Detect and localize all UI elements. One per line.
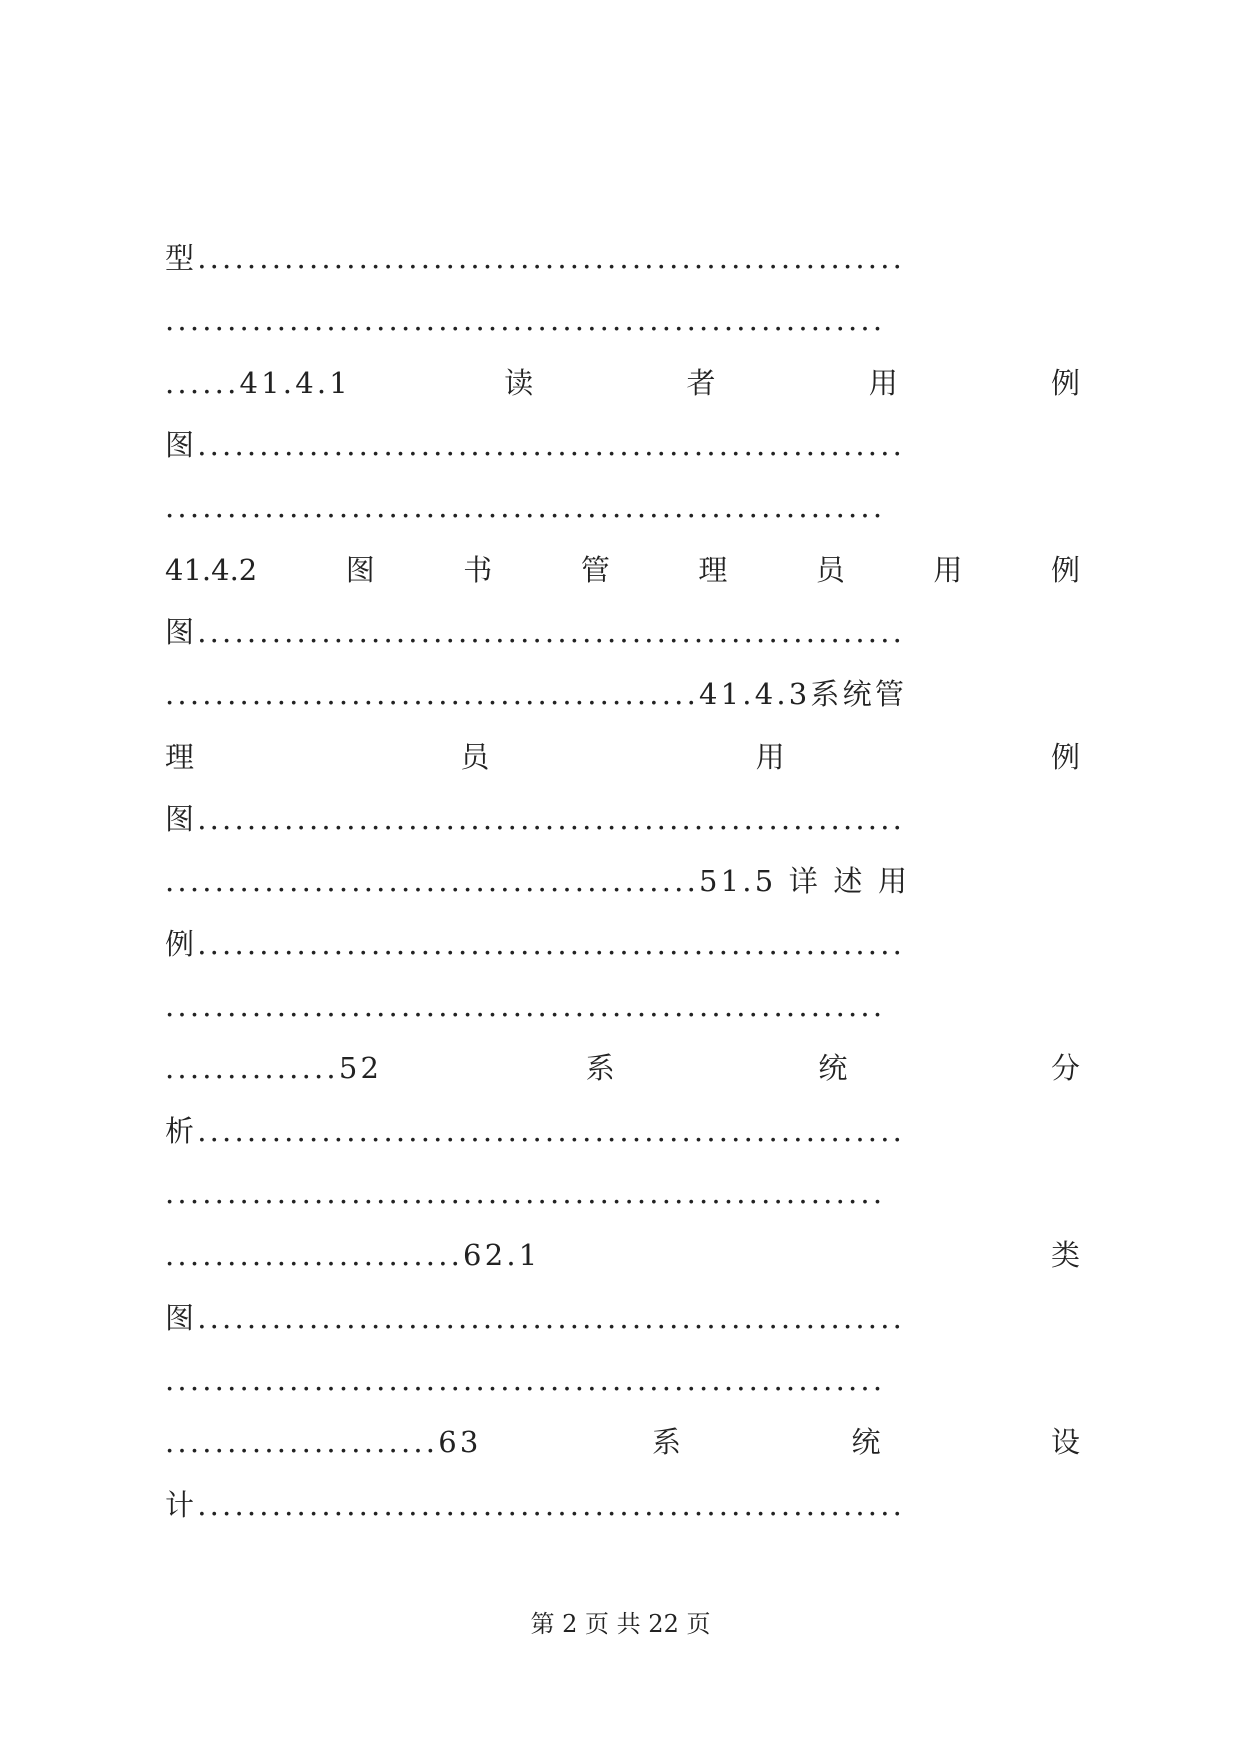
toc-line: ...........................................51.5 详 述 用: [165, 864, 911, 898]
toc-entry-char: 员: [460, 740, 490, 774]
toc-entry-char: 用: [868, 366, 898, 400]
toc-line: ..........................................................: [165, 989, 886, 1023]
toc-entry-number: ......41.4.1: [165, 366, 351, 400]
toc-entry-char: 例: [1050, 740, 1080, 774]
toc-line: 图.........................................................: [165, 428, 906, 462]
toc-entry-class-diagram: [165, 1233, 1080, 1277]
toc-line: 型.........................................................: [165, 241, 906, 275]
toc-entry-char: 类: [1050, 1238, 1080, 1272]
toc-entry-char: 图: [345, 553, 375, 587]
toc-entry-char: 书: [463, 553, 493, 587]
page-footer: 第 2 页 共 22 页: [530, 1610, 711, 1638]
toc-entry-char: 分: [1050, 1051, 1080, 1085]
toc-line: 析.........................................................: [165, 1114, 906, 1148]
toc-line: 计.........................................................: [165, 1488, 906, 1522]
toc-line: ..........................................................: [165, 490, 886, 524]
toc-line: 图.........................................................: [165, 1301, 906, 1335]
toc-entry-char: 读: [504, 366, 534, 400]
toc-entry-char: 用: [755, 740, 785, 774]
toc-entry-char: 例: [1050, 366, 1080, 400]
toc-entry-number: ......................63: [165, 1425, 482, 1459]
toc-entry-4-1-4-1: [165, 361, 1080, 405]
toc-entry-char: 设: [1050, 1425, 1080, 1459]
toc-entry-char: 者: [686, 366, 716, 400]
toc-line: ..........................................................: [165, 303, 886, 337]
toc-entry-number: ..............52: [165, 1051, 383, 1085]
toc-entry-char: 系: [585, 1051, 615, 1085]
toc-line: ...........................................41.4.3系统管: [165, 677, 908, 711]
toc-line: 例.........................................................: [165, 927, 906, 961]
toc-entry-char: 统: [818, 1051, 848, 1085]
toc-entry-manager-usecase: [165, 735, 1080, 779]
toc-entry-char: 管: [580, 553, 610, 587]
toc-line: 图.........................................................: [165, 615, 906, 649]
toc-entry-char: 理: [165, 740, 195, 774]
toc-entry-number: 41.4.2: [165, 553, 258, 587]
toc-entry-number: ........................62.1: [165, 1238, 541, 1272]
toc-entry-char: 理: [698, 553, 728, 587]
toc-line: 图.........................................................: [165, 802, 906, 836]
toc-entry-char: 统: [851, 1425, 881, 1459]
toc-entry-system-design: [165, 1420, 1080, 1464]
toc-entry-char: 用: [933, 553, 963, 587]
toc-entry-4-1-4-2: [165, 548, 1080, 592]
toc-entry-char: 系: [651, 1425, 681, 1459]
toc-entry-char: 例: [1050, 553, 1080, 587]
toc-line: ..........................................................: [165, 1176, 886, 1210]
toc-entry-system-analysis: [165, 1046, 1080, 1090]
toc-line: ..........................................................: [165, 1363, 886, 1397]
toc-entry-char: 员: [815, 553, 845, 587]
